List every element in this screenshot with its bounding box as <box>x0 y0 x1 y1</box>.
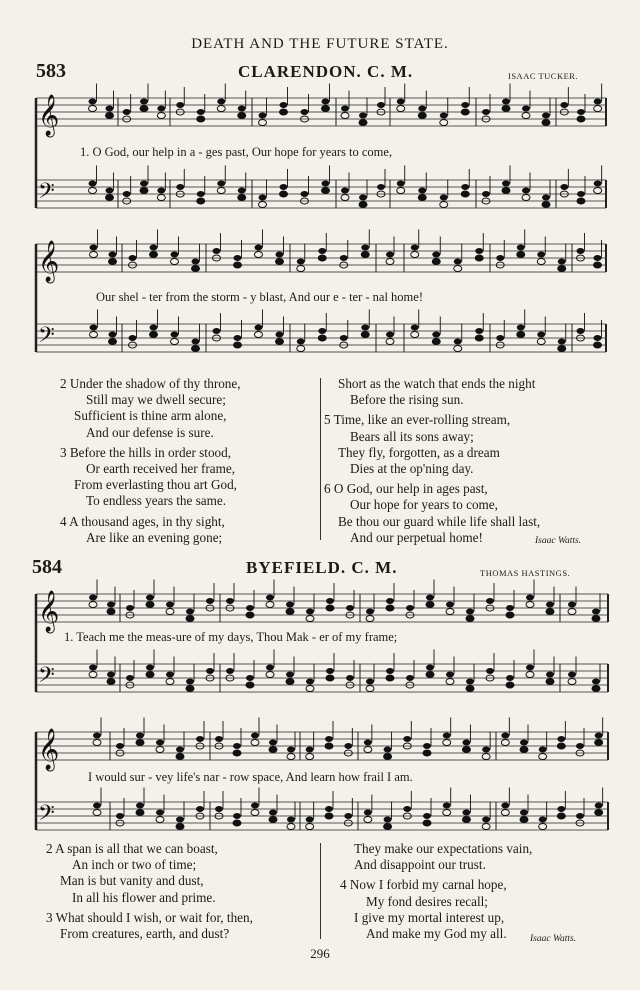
note-head <box>166 602 174 608</box>
note-head <box>501 810 509 816</box>
note-head <box>186 609 194 615</box>
note-head <box>592 686 600 692</box>
note-head <box>592 616 600 622</box>
note-head <box>443 740 451 746</box>
note-head <box>251 740 259 746</box>
lyric-line: I would sur - vey life's nar - row space, And learn how frail I am. <box>88 770 413 784</box>
bass-clef-icon: 𝄢 <box>38 663 55 693</box>
note-head <box>206 598 214 604</box>
note-head <box>366 609 374 615</box>
tune-name: CLARENDON. C. M. <box>238 62 414 81</box>
hymn-number: 583 <box>36 60 66 82</box>
note-head <box>426 665 434 671</box>
note-head <box>156 747 164 753</box>
note-head <box>482 747 490 753</box>
note-head <box>384 754 392 760</box>
note-head <box>526 672 534 678</box>
bass-clef-icon: 𝄢 <box>38 179 55 209</box>
note-head <box>306 686 314 692</box>
note-head <box>93 733 101 739</box>
note-head <box>446 602 454 608</box>
note-head <box>482 817 490 823</box>
note-head <box>386 675 394 681</box>
note-head <box>557 743 565 749</box>
note-head <box>326 598 334 604</box>
note-head <box>286 679 294 685</box>
note-head <box>346 605 354 611</box>
note-head <box>576 813 584 819</box>
note-head <box>595 810 603 816</box>
note-head <box>107 602 115 608</box>
note-head <box>366 686 374 692</box>
note-head <box>386 605 394 611</box>
verses-left-584: 2 A span is all that we can boast, An inch or two of time; Man is but vanity and dust, In all his flower and prime. 3 What should I wish, or wait for, then, From creatures, earth, and dust? <box>46 841 253 942</box>
note-head <box>176 754 184 760</box>
note-head <box>364 810 372 816</box>
note-head <box>557 806 565 812</box>
note-head <box>466 609 474 615</box>
note-head <box>423 743 431 749</box>
note-head <box>539 747 547 753</box>
note-head <box>269 740 277 746</box>
composer: THOMAS HASTINGS. <box>480 568 571 578</box>
note-head <box>482 824 490 830</box>
note-head <box>423 750 431 756</box>
note-head <box>486 668 494 674</box>
note-head <box>462 810 470 816</box>
note-head <box>136 740 144 746</box>
note-head <box>443 810 451 816</box>
author: Isaac Watts. <box>535 536 582 546</box>
note-head <box>269 810 277 816</box>
note-head <box>526 602 534 608</box>
note-head <box>546 679 554 685</box>
treble-clef-icon: 𝄞 <box>38 241 60 282</box>
note-head <box>501 733 509 739</box>
note-head <box>546 672 554 678</box>
note-head <box>116 743 124 749</box>
note-head <box>156 810 164 816</box>
note-head <box>325 813 333 819</box>
note-head <box>403 806 411 812</box>
note-head <box>576 743 584 749</box>
verses-left-583: 2 Under the shadow of thy throne, Still may we dwell secure; Sufficient is thine arm alone, And our defense is sure. 3 Before the hills in order stood, Or earth received her frame, From everlasting thou art God, To endless years the same. 4 A thousand ages, in thy sight, Are like an evening gone; <box>60 376 241 545</box>
note-head <box>196 736 204 742</box>
note-head <box>306 679 314 685</box>
note-head <box>595 733 603 739</box>
note-head <box>89 672 97 678</box>
note-head <box>89 602 97 608</box>
note-head <box>126 675 134 681</box>
note-head <box>156 740 164 746</box>
note-head <box>325 736 333 742</box>
note-head <box>233 750 241 756</box>
note-head <box>233 820 241 826</box>
note-head <box>251 733 259 739</box>
note-head <box>384 747 392 753</box>
note-head <box>107 672 115 678</box>
note-head <box>501 803 509 809</box>
treble-clef-icon: 𝄞 <box>38 729 60 770</box>
note-head <box>466 686 474 692</box>
note-head <box>501 740 509 746</box>
note-head <box>326 668 334 674</box>
note-head <box>386 598 394 604</box>
note-head <box>568 609 576 615</box>
author: Isaac Watts. <box>530 934 577 944</box>
note-head <box>462 747 470 753</box>
note-head <box>186 679 194 685</box>
note-head <box>176 817 184 823</box>
note-head <box>466 616 474 622</box>
note-head <box>595 740 603 746</box>
note-head <box>595 803 603 809</box>
note-head <box>557 813 565 819</box>
hymn-number: 584 <box>32 556 62 578</box>
note-head <box>446 609 454 615</box>
note-head <box>568 672 576 678</box>
note-head <box>287 824 295 830</box>
note-head <box>446 679 454 685</box>
note-head <box>546 609 554 615</box>
note-head <box>146 665 154 671</box>
note-head <box>166 679 174 685</box>
note-head <box>126 605 134 611</box>
note-head <box>482 754 490 760</box>
note-head <box>266 672 274 678</box>
note-head <box>251 803 259 809</box>
note-head <box>233 813 241 819</box>
staff-systems-584 <box>36 580 608 832</box>
note-head <box>286 609 294 615</box>
note-head <box>186 686 194 692</box>
note-head <box>426 595 434 601</box>
verses-right-583: Short as the watch that ends the night Before the rising sun. 5 Time, like an ever-rolling stream, Bears all its sons away; They fly, forgotten, as a dream Dies at the op'ning day. 6 O God, our help in ages past, Our hope for years to come, Be thou our guard while life shall last, And our perpetual home! <box>324 376 541 545</box>
note-head <box>306 824 314 830</box>
note-head <box>306 616 314 622</box>
note-head <box>286 672 294 678</box>
note-head <box>443 803 451 809</box>
note-head <box>286 602 294 608</box>
note-head <box>520 740 528 746</box>
note-head <box>146 602 154 608</box>
note-head <box>215 736 223 742</box>
note-head <box>426 672 434 678</box>
note-head <box>246 682 254 688</box>
note-head <box>136 803 144 809</box>
note-head <box>366 616 374 622</box>
note-head <box>136 810 144 816</box>
note-head <box>557 736 565 742</box>
note-head <box>406 605 414 611</box>
note-head <box>269 817 277 823</box>
composer: ISAAC TUCKER. <box>508 71 579 81</box>
note-head <box>107 609 115 615</box>
note-head <box>93 740 101 746</box>
note-head <box>246 675 254 681</box>
note-head <box>226 598 234 604</box>
page-number: 296 <box>310 946 330 961</box>
note-head <box>344 743 352 749</box>
note-head <box>93 810 101 816</box>
note-head <box>89 595 97 601</box>
note-head <box>233 743 241 749</box>
note-head <box>462 817 470 823</box>
note-head <box>539 824 547 830</box>
note-head <box>546 602 554 608</box>
note-head <box>364 740 372 746</box>
note-head <box>520 810 528 816</box>
note-head <box>344 813 352 819</box>
note-head <box>326 675 334 681</box>
note-head <box>269 747 277 753</box>
note-head <box>206 668 214 674</box>
note-head <box>266 602 274 608</box>
note-head <box>146 595 154 601</box>
treble-clef-icon: 𝄞 <box>38 591 60 632</box>
note-head <box>306 817 314 823</box>
note-head <box>443 733 451 739</box>
note-head <box>423 820 431 826</box>
note-head <box>89 665 97 671</box>
note-head <box>384 817 392 823</box>
note-head <box>306 747 314 753</box>
note-head <box>287 817 295 823</box>
note-head <box>93 803 101 809</box>
note-head <box>406 675 414 681</box>
note-head <box>326 605 334 611</box>
note-head <box>166 672 174 678</box>
column-divider <box>320 843 321 939</box>
note-head <box>215 806 223 812</box>
note-head <box>136 733 144 739</box>
note-head <box>520 747 528 753</box>
note-head <box>486 598 494 604</box>
note-head <box>423 813 431 819</box>
note-head <box>568 679 576 685</box>
note-head <box>226 668 234 674</box>
note-head <box>196 806 204 812</box>
note-head <box>287 754 295 760</box>
note-head <box>186 616 194 622</box>
note-head <box>386 668 394 674</box>
note-head <box>539 754 547 760</box>
verses-right-584: They make our expectations vain, And disappoint our trust. 4 Now I forbid my carnal hope, My fond desires recall; I give my mortal interest up, And make my God my all. <box>340 841 533 942</box>
bass-clef-icon: 𝄢 <box>38 801 55 831</box>
note-head <box>325 806 333 812</box>
note-head <box>506 675 514 681</box>
note-head <box>364 817 372 823</box>
note-head <box>592 679 600 685</box>
note-head <box>306 754 314 760</box>
note-head <box>287 747 295 753</box>
note-head <box>246 605 254 611</box>
bass-clef-icon: 𝄢 <box>38 323 55 353</box>
note-head <box>246 612 254 618</box>
lyric-line: 1. Teach me the meas-ure of my days, Thou Mak - er of my frame; <box>64 630 398 644</box>
note-head <box>539 817 547 823</box>
note-head <box>156 817 164 823</box>
note-head <box>166 609 174 615</box>
note-head <box>325 743 333 749</box>
note-head <box>384 824 392 830</box>
note-head <box>366 679 374 685</box>
tune-name: BYEFIELD. C. M. <box>246 558 398 577</box>
section-title: DEATH AND THE FUTURE STATE. <box>191 36 449 52</box>
note-head <box>520 817 528 823</box>
note-head <box>462 740 470 746</box>
note-head <box>526 665 534 671</box>
note-head <box>176 747 184 753</box>
note-head <box>116 813 124 819</box>
note-head <box>266 595 274 601</box>
note-head <box>107 679 115 685</box>
note-head <box>426 602 434 608</box>
lyric-line: 1. O God, our help in a - ges past, Our hope for years to come, <box>80 145 393 159</box>
note-head <box>568 602 576 608</box>
note-head <box>526 595 534 601</box>
note-head <box>506 682 514 688</box>
note-head <box>266 665 274 671</box>
lyric-line: Our shel - ter from the storm - y blast, And our e - ter - nal home! <box>96 290 423 304</box>
note-head <box>506 612 514 618</box>
note-head <box>306 609 314 615</box>
note-head <box>346 675 354 681</box>
note-head <box>176 824 184 830</box>
note-head <box>251 810 259 816</box>
note-head <box>466 679 474 685</box>
note-head <box>403 736 411 742</box>
note-head <box>364 747 372 753</box>
treble-clef-icon: 𝄞 <box>38 95 60 136</box>
note-head <box>446 672 454 678</box>
note-head <box>506 605 514 611</box>
note-head <box>146 672 154 678</box>
note-head <box>592 609 600 615</box>
